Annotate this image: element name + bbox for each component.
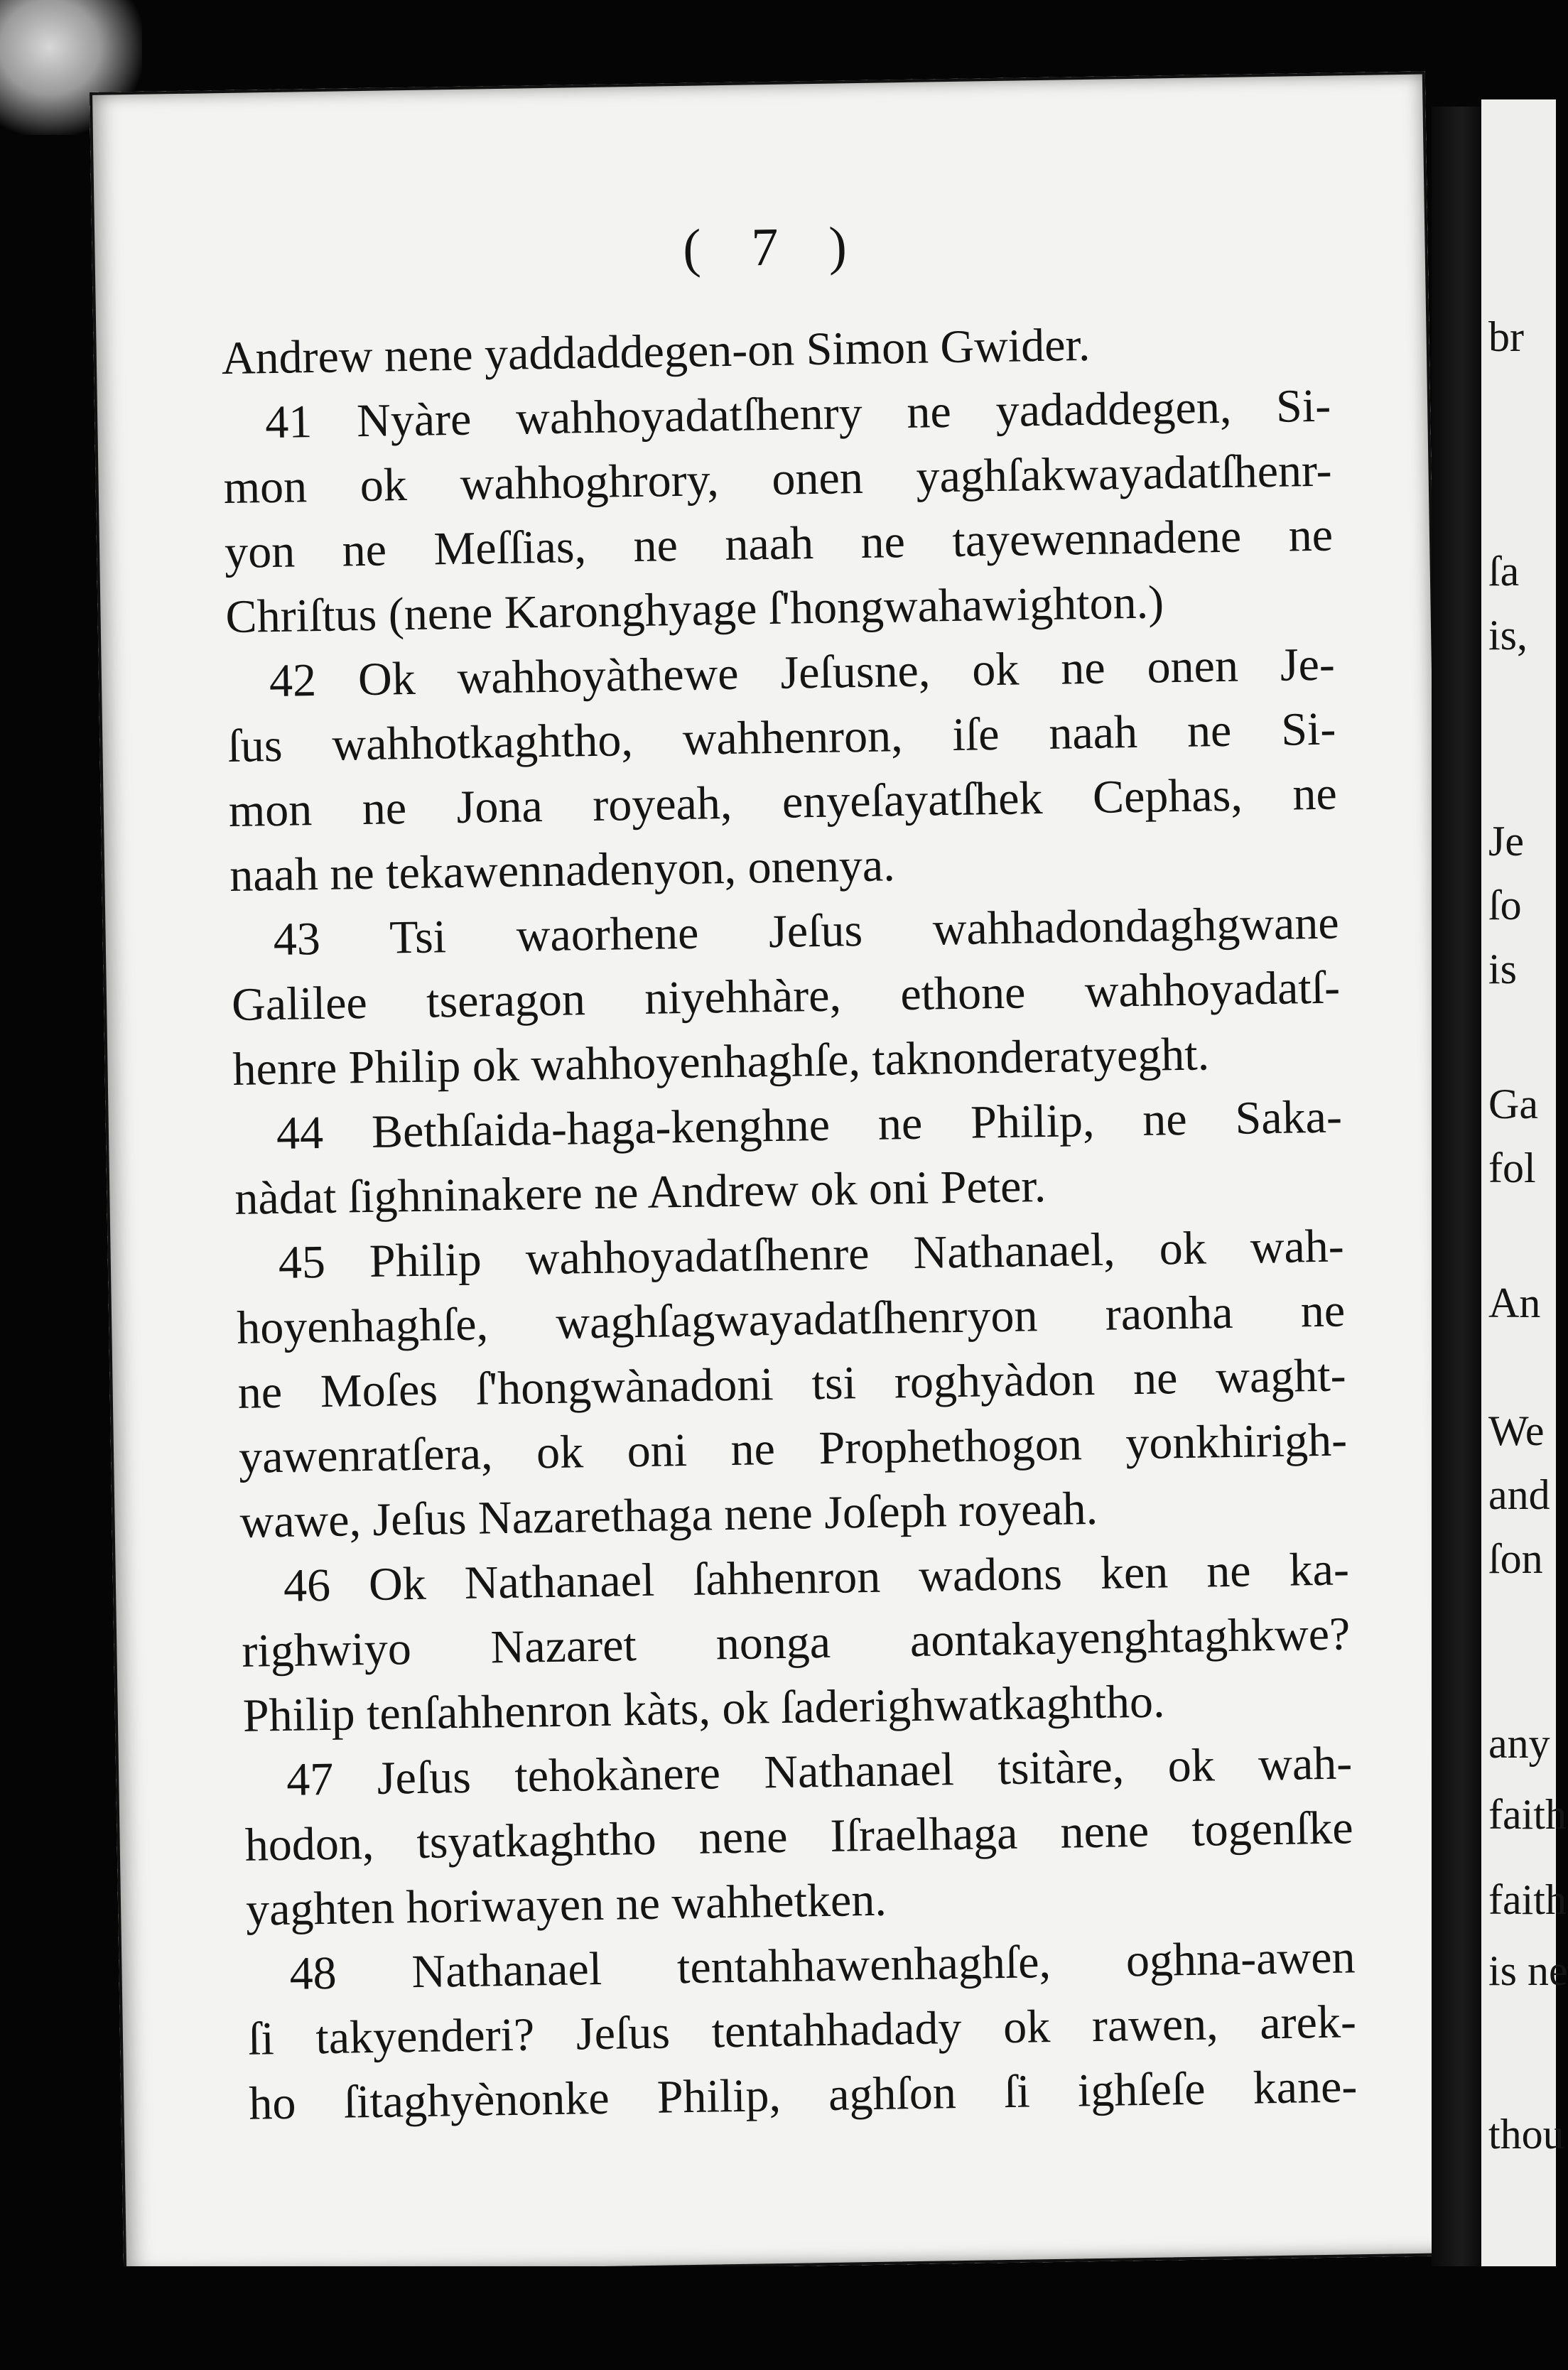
- facing-page-fragment: faith: [1488, 1791, 1567, 1838]
- facing-page-fragment: is,: [1488, 612, 1528, 659]
- text-line: ho ſitaghyènonke Philip, aghſon ſi ighſeſe kane-: [248, 2060, 1358, 2130]
- facing-page-fragment: Je: [1488, 818, 1524, 865]
- text-line: nàdat ſighninakere ne Andrew ok oni Peter.: [234, 1160, 1047, 1225]
- book-page: [90, 71, 1459, 2276]
- facing-page-fragment: ſo: [1488, 882, 1522, 929]
- text-line: 41 Nyàre wahhoyadatſhenry ne yadaddegen, Si-: [264, 379, 1331, 449]
- page-number: ( 7 ): [682, 215, 866, 278]
- text-line: 47 Jeſus tehokànere Nathanael tsitàre, ok wah-: [286, 1737, 1353, 1806]
- text-line: 48 Nathanael tentahhawenhaghſe, oghna-awen: [289, 1931, 1356, 2000]
- facing-page-fragment: An: [1488, 1279, 1541, 1326]
- text-body: [221, 309, 1358, 2136]
- text-line: mon ne Jona royeah, enyeſayatſhek Cephas, ne: [228, 767, 1338, 837]
- text-line: Chriſtus (nene Karonghyage ſ'hongwahawighton.): [225, 576, 1164, 644]
- book-gutter: [1432, 107, 1481, 2323]
- text-line: henre Philip ok wahhoyenhaghſe, taknonderatyeght.: [232, 1028, 1210, 1095]
- text-line: 46 Ok Nathanael ſahhenron wadons ken ne ka-: [283, 1543, 1350, 1612]
- text-line: mon ok wahhoghrory, onen yaghſakwayadatſhenr-: [223, 444, 1333, 514]
- text-line: Galilee tseragon niyehhàre, ethone wahhoyadatſ-: [231, 961, 1341, 1031]
- text-line: 43 Tsi waorhene Jeſus wahhadondaghgwane: [273, 897, 1340, 966]
- text-line: yaghten horiwayen ne wahhetken.: [245, 1873, 887, 1936]
- text-line: hoyenhaghſe, waghſagwayadatſhenryon raonha ne: [236, 1284, 1346, 1354]
- text-line: 44 Bethſaida-haga-kenghne ne Philip, ne Saka-: [276, 1091, 1343, 1159]
- facing-page-fragment: faith: [1488, 1876, 1567, 1923]
- text-line: ſus wahhotkaghtho, wahhenron, iſe naah ne Si-: [227, 703, 1336, 773]
- scan-border: [0, 2266, 1556, 2370]
- facing-page-fragment: is: [1488, 946, 1518, 992]
- facing-page-fragment: fol: [1488, 1145, 1536, 1191]
- facing-page-fragment: Ga: [1488, 1081, 1538, 1127]
- facing-page-fragment: any: [1488, 1720, 1550, 1767]
- page-content: [220, 208, 1358, 2136]
- facing-page-fragment: thou: [1488, 2111, 1564, 2158]
- text-line: yon ne Meſſias, ne naah ne tayewennadene ne: [224, 509, 1334, 579]
- facing-page-edge: [1481, 99, 1568, 2337]
- text-line: yawenratſera, ok oni ne Prophethogon yonkhirigh-: [238, 1414, 1348, 1483]
- text-line: naah ne tekawennadenyon, onenya.: [229, 839, 896, 902]
- text-line: Andrew nene yaddaddegen-on Simon Gwider.: [221, 318, 1091, 385]
- facing-page-fragment: br: [1488, 313, 1524, 360]
- text-line: Philip tenſahhenron kàts, ok ſaderighwatkaghtho.: [242, 1675, 1166, 1742]
- facing-page-fragment: We: [1488, 1407, 1545, 1454]
- text-line: 45 Philip wahhoyadatſhenre Nathanael, ok wah-: [278, 1220, 1345, 1289]
- text-line: ſi takyenderi? Jeſus tentahhadady ok rawen, arek-: [247, 1996, 1357, 2065]
- text-line: 42 Ok wahhoyàthewe Jeſusne, ok ne onen Je-: [269, 638, 1336, 708]
- text-line: wawe, Jeſus Nazarethaga nene Joſeph royeah.: [239, 1482, 1098, 1548]
- facing-page-fragment: and: [1488, 1471, 1550, 1518]
- text-line: hodon, tsyatkaghtho nene Iſraelhaga nene togenſke: [244, 1802, 1354, 1871]
- text-line: righwiyo Nazaret nonga aontakayenghtaghkwe?: [241, 1608, 1351, 1677]
- facing-page-fragment: ſon: [1488, 1535, 1543, 1582]
- text-line: ne Moſes ſ'hongwànadoni tsi roghyàdon ne waght-: [237, 1349, 1347, 1419]
- facing-page-fragment: ſa: [1488, 548, 1520, 595]
- facing-page-fragment: is ne: [1488, 1947, 1568, 1994]
